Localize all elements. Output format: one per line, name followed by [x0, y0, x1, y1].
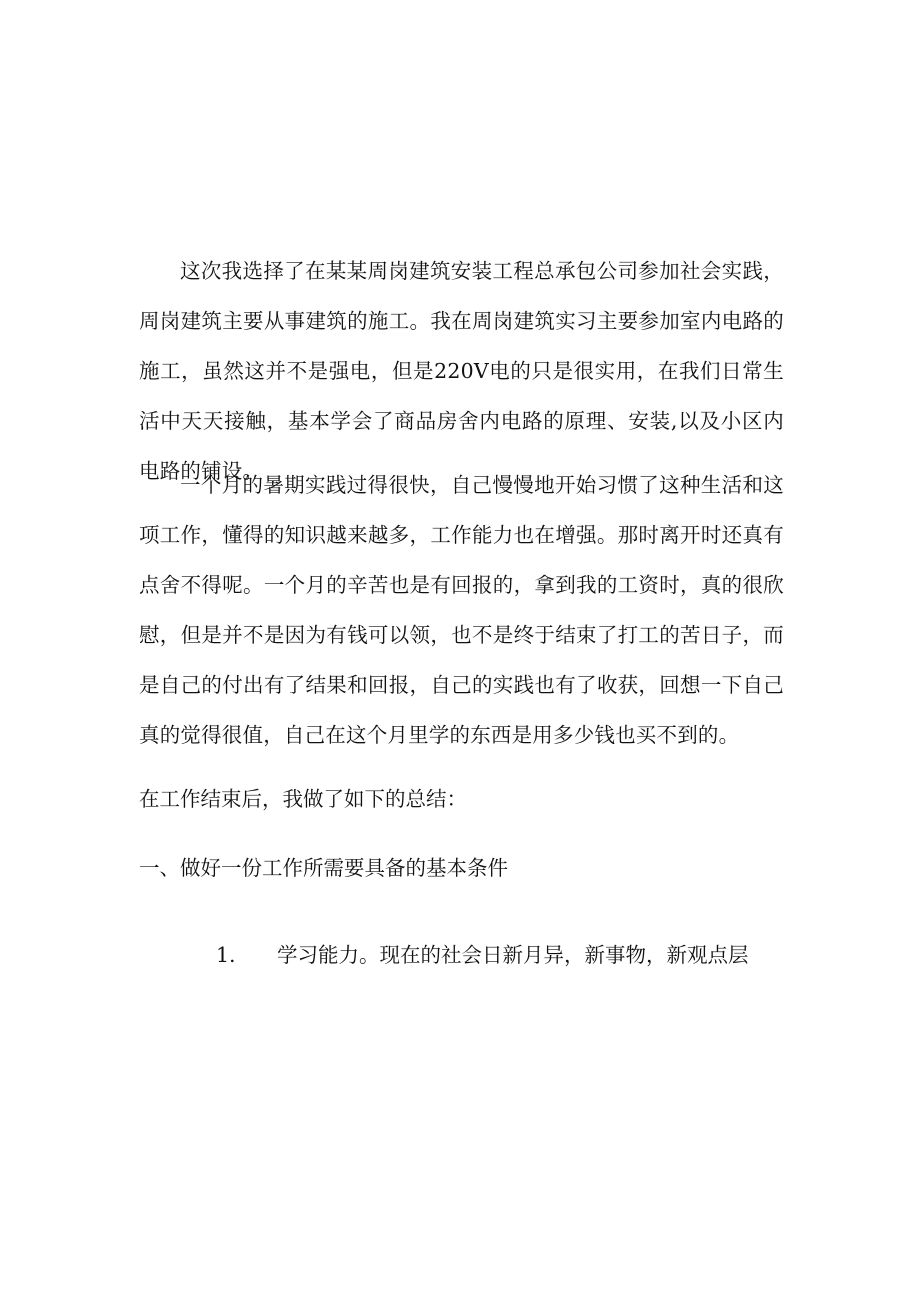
- list-item-number: 1.: [216, 943, 236, 967]
- paragraph-internship-reflection: 一个月的暑期实践过得很快，自己慢慢地开始习惯了这种生活和这项工作，懂得的知识越来越多，工作能力也在增强。那时离开时还真有点舍不得呢。一个月的辛苦也是有回报的，拿到我的工资时，真的很欣慰，但是并不是因为有钱可以领，也不是终于结束了打工的苦日子，而是自己的付出有了结果和回报，自己的实践也有了收获，回想一下自己真的觉得很值，自己在这个月里学的东西是用多少钱也买不到的。: [139, 473, 784, 747]
- list-item-text: 学习能力。现在的社会日新月异，新事物，新观点层: [277, 943, 749, 967]
- section-heading-basic-conditions: 一、做好一份工作所需要具备的基本条件: [139, 856, 508, 880]
- paragraph-internship-intro: 这次我选择了在某某周岗建筑安装工程总承包公司参加社会实践，周岗建筑主要从事建筑的施工。我在周岗建筑实习主要参加室内电路的施工，虽然这并不是强电，但是220V电的只是很实用，在我们日常生活中天天接触，基本学会了商品房舍内电路的原理、安装,以及小区内电路的铺设。: [139, 259, 784, 483]
- summary-intro: 在工作结束后，我做了如下的总结：: [139, 787, 467, 811]
- list-item-learning-ability: [216, 940, 749, 970]
